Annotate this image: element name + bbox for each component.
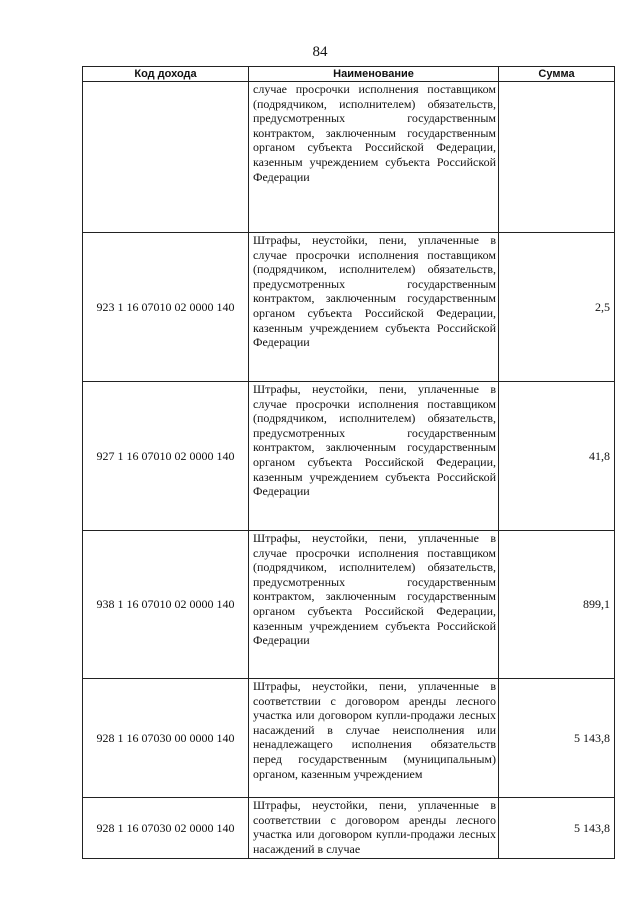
header-code: Код дохода — [83, 67, 249, 82]
row-code: 938 1 16 07010 02 0000 140 — [83, 531, 249, 679]
row-name: Штрафы, неустойки, пени, уплаченные в соответствии с договором аренды лесного участка или договором купли-продажи лесных насаждений в случае — [249, 798, 499, 859]
row-code — [83, 82, 249, 233]
row-code: 923 1 16 07010 02 0000 140 — [83, 233, 249, 382]
row-code: 927 1 16 07010 02 0000 140 — [83, 382, 249, 531]
row-name: Штрафы, неустойки, пени, уплаченные в случае просрочки исполнения поставщиком (подрядчиком, исполнителем) обязательств, предусмотренных государственным контрактом, заключенным государственным органом субъекта Российской Федерации, казенным учреждением субъекта Российской Федерации — [249, 233, 499, 382]
page-number: 84 — [312, 44, 328, 60]
row-code: 928 1 16 07030 00 0000 140 — [83, 679, 249, 798]
table-row — [83, 82, 615, 233]
row-sum: 2,5 — [499, 233, 615, 382]
row-name: Штрафы, неустойки, пени, уплаченные в случае просрочки исполнения поставщиком (подрядчиком, исполнителем) обязательств, предусмотренных государственным контрактом, заключенным государственным органом субъекта Российской Федерации, казенным учреждением субъекта Российской Федерации — [249, 382, 499, 531]
row-sum — [499, 82, 615, 233]
income-table — [82, 66, 615, 859]
row-sum: 5 143,8 — [499, 798, 615, 859]
header-name: Наименование — [249, 67, 499, 82]
row-sum: 899,1 — [499, 531, 615, 679]
table-row — [83, 679, 615, 798]
table-row — [83, 233, 615, 382]
row-name: Штрафы, неустойки, пени, уплаченные в случае просрочки исполнения поставщиком (подрядчиком, исполнителем) обязательств, предусмотренных государственным контрактом, заключенным государственным органом субъекта Российской Федерации, казенным учреждением субъекта Российской Федерации — [249, 531, 499, 679]
table-row — [83, 382, 615, 531]
table-header-row — [83, 67, 615, 82]
row-code: 928 1 16 07030 02 0000 140 — [83, 798, 249, 859]
row-name: Штрафы, неустойки, пени, уплаченные в соответствии с договором аренды лесного участка или договором купли-продажи лесных насаждений в случае неисполнения или ненадлежащего исполнения обязательств перед государственным (муниципальным) органом, казенным учреждением — [249, 679, 499, 798]
header-sum: Сумма — [499, 67, 615, 82]
row-name: случае просрочки исполнения поставщиком (подрядчиком, исполнителем) обязательств, предусмотренных государственным контрактом, заключенным государственным органом субъекта Российской Федерации, казенным учреждением субъекта Российской Федерации — [249, 82, 499, 233]
table-row — [83, 531, 615, 679]
table-row — [83, 798, 615, 859]
row-sum: 41,8 — [499, 382, 615, 531]
row-sum: 5 143,8 — [499, 679, 615, 798]
